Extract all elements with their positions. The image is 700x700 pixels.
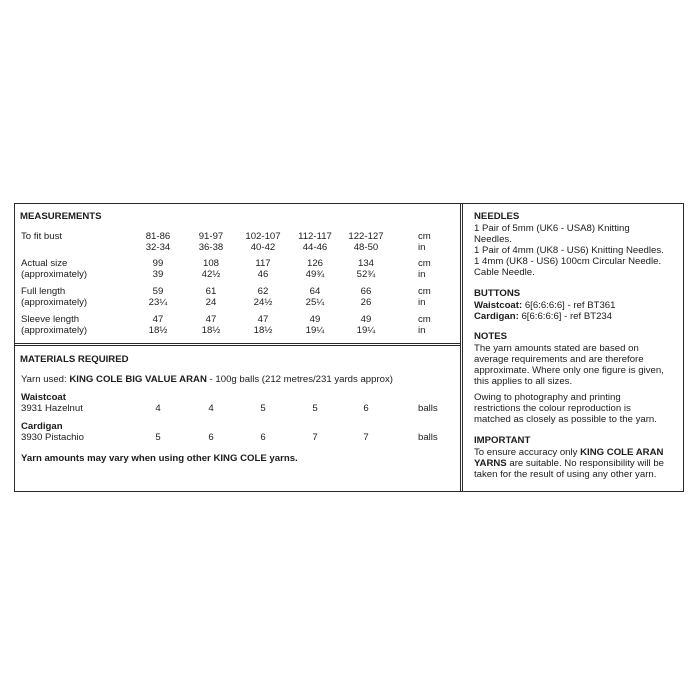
ball-count: 7: [363, 432, 369, 443]
buttons-text: 6[6:6:6:6] - ref BT361: [522, 300, 616, 311]
value-cm: 62: [257, 286, 269, 297]
value-cm: 66: [360, 286, 372, 297]
row-label: Sleeve length: [21, 314, 80, 325]
buttons-heading: BUTTONS: [474, 288, 521, 299]
yarn-prefix: Yarn used:: [21, 374, 70, 385]
yarn-used-line: [21, 374, 393, 385]
value-in: 19¼: [305, 325, 325, 336]
notes-heading: NOTES: [474, 331, 508, 342]
unit-cm: cm: [418, 314, 431, 325]
ball-count: 4: [208, 403, 214, 414]
needles-line: 1 Pair of 4mm (UK8 - US6) Knitting Needles.: [474, 245, 664, 256]
unit-in: in: [418, 242, 426, 253]
buttons-text: 6[6:6:6:6] - ref BT234: [518, 311, 613, 322]
materials-heading: MATERIALS REQUIRED: [20, 354, 129, 365]
value-cm: 47: [152, 314, 164, 325]
value-cm: 117: [255, 258, 271, 269]
measurements-heading: MEASUREMENTS: [20, 211, 102, 222]
value-cm: 49: [309, 314, 321, 325]
notes-line: approximate. Where only one figure is given,: [474, 365, 664, 376]
important-line: [474, 447, 684, 458]
notes-line: The yarn amounts stated are based on: [474, 343, 639, 354]
important-text: are suitable. No responsibility will be: [506, 458, 665, 469]
value-cm: 126: [306, 258, 323, 269]
needles-heading: NEEDLES: [474, 211, 520, 222]
needles-line: Cable Needle.: [474, 267, 535, 278]
value-in: 24½: [253, 297, 273, 308]
notes-line: matched as closely as possible to the yarn.: [474, 414, 657, 425]
value-cm: 59: [152, 286, 164, 297]
value-cm: 122-127: [348, 231, 384, 242]
value-cm: 134: [357, 258, 374, 269]
value-in: 49¾: [305, 269, 325, 280]
row-sublabel: (approximately): [21, 297, 88, 308]
unit-in: in: [418, 269, 426, 280]
value-cm: 49: [360, 314, 372, 325]
unit-balls: balls: [418, 432, 438, 443]
value-cm: 47: [257, 314, 269, 325]
value-in: 23¼: [148, 297, 168, 308]
value-cm: 47: [205, 314, 217, 325]
row-sublabel: (approximately): [21, 269, 88, 280]
item-title: Waistcoat: [21, 392, 66, 403]
unit-balls: balls: [418, 403, 438, 414]
ball-count: 7: [312, 432, 318, 443]
value-cm: 91-97: [198, 231, 224, 242]
important-text: To ensure accuracy only: [474, 447, 581, 458]
notes-line: Owing to photography and printing: [474, 392, 621, 403]
yarn-suffix: - 100g balls (212 metres/231 yards approx): [206, 374, 393, 385]
value-in: 42½: [201, 269, 221, 280]
row-sublabel: (approximately): [21, 325, 88, 336]
ball-count: 5: [260, 403, 266, 414]
item-colour: 3931 Hazelnut: [21, 403, 83, 414]
ball-count: 5: [312, 403, 318, 414]
row-label: To fit bust: [21, 231, 63, 242]
unit-in: in: [418, 325, 426, 336]
unit-in: in: [418, 297, 426, 308]
value-cm: 81-86: [145, 231, 171, 242]
ball-count: 6: [363, 403, 369, 414]
buttons-line: [474, 311, 684, 322]
value-in: 18½: [253, 325, 273, 336]
value-in: 48-50: [353, 242, 379, 253]
value-in: 36-38: [198, 242, 224, 253]
unit-cm: cm: [418, 231, 431, 242]
important-bold: KING COLE ARAN: [580, 447, 664, 458]
row-label: Full length: [21, 286, 66, 297]
yarn-name: KING COLE BIG VALUE ARAN: [69, 374, 207, 385]
item-colour: 3930 Pistachio: [21, 432, 84, 443]
value-in: 44-46: [302, 242, 328, 253]
value-in: 52¾: [356, 269, 376, 280]
notes-line: restrictions the colour reproduction is: [474, 403, 631, 414]
ball-count: 6: [260, 432, 266, 443]
buttons-line: [474, 300, 684, 311]
value-cm: 61: [205, 286, 217, 297]
value-in: 26: [360, 297, 372, 308]
section-divider: [14, 343, 461, 346]
value-in: 19¼: [356, 325, 376, 336]
unit-cm: cm: [418, 258, 431, 269]
value-in: 39: [152, 269, 164, 280]
value-in: 25¼: [305, 297, 325, 308]
buttons-label: Cardigan:: [474, 311, 519, 322]
value-in: 46: [257, 269, 269, 280]
ball-count: 6: [208, 432, 214, 443]
value-in: 18½: [201, 325, 221, 336]
value-in: 40-42: [250, 242, 276, 253]
buttons-label: Waistcoat:: [474, 300, 523, 311]
row-label: Actual size: [21, 258, 68, 269]
value-cm: 99: [152, 258, 164, 269]
notes-line: this applies to all sizes.: [474, 376, 573, 387]
value-cm: 108: [202, 258, 219, 269]
column-divider: [460, 203, 463, 492]
important-line: taken for the result of using any other yarn.: [474, 469, 657, 480]
ball-count: 5: [155, 432, 161, 443]
needles-line: 1 4mm (UK8 - US6) 100cm Circular Needle.: [474, 256, 662, 267]
value-in: 32-34: [145, 242, 171, 253]
notes-line: average requirements and are therefore: [474, 354, 644, 365]
ball-count: 4: [155, 403, 161, 414]
yarn-note: Yarn amounts may vary when using other KING COLE yarns.: [21, 453, 298, 464]
value-cm: 102-107: [245, 231, 281, 242]
item-title: Cardigan: [21, 421, 63, 432]
unit-cm: cm: [418, 286, 431, 297]
important-heading: IMPORTANT: [474, 435, 531, 446]
value-cm: 112-117: [298, 231, 332, 242]
value-in: 24: [205, 297, 217, 308]
needles-line: 1 Pair of 5mm (UK6 - USA8) Knitting: [474, 223, 630, 234]
important-line: [474, 458, 684, 469]
important-bold: YARNS: [474, 458, 507, 469]
value-in: 18½: [148, 325, 168, 336]
value-cm: 64: [309, 286, 321, 297]
needles-line: Needles.: [474, 234, 512, 245]
